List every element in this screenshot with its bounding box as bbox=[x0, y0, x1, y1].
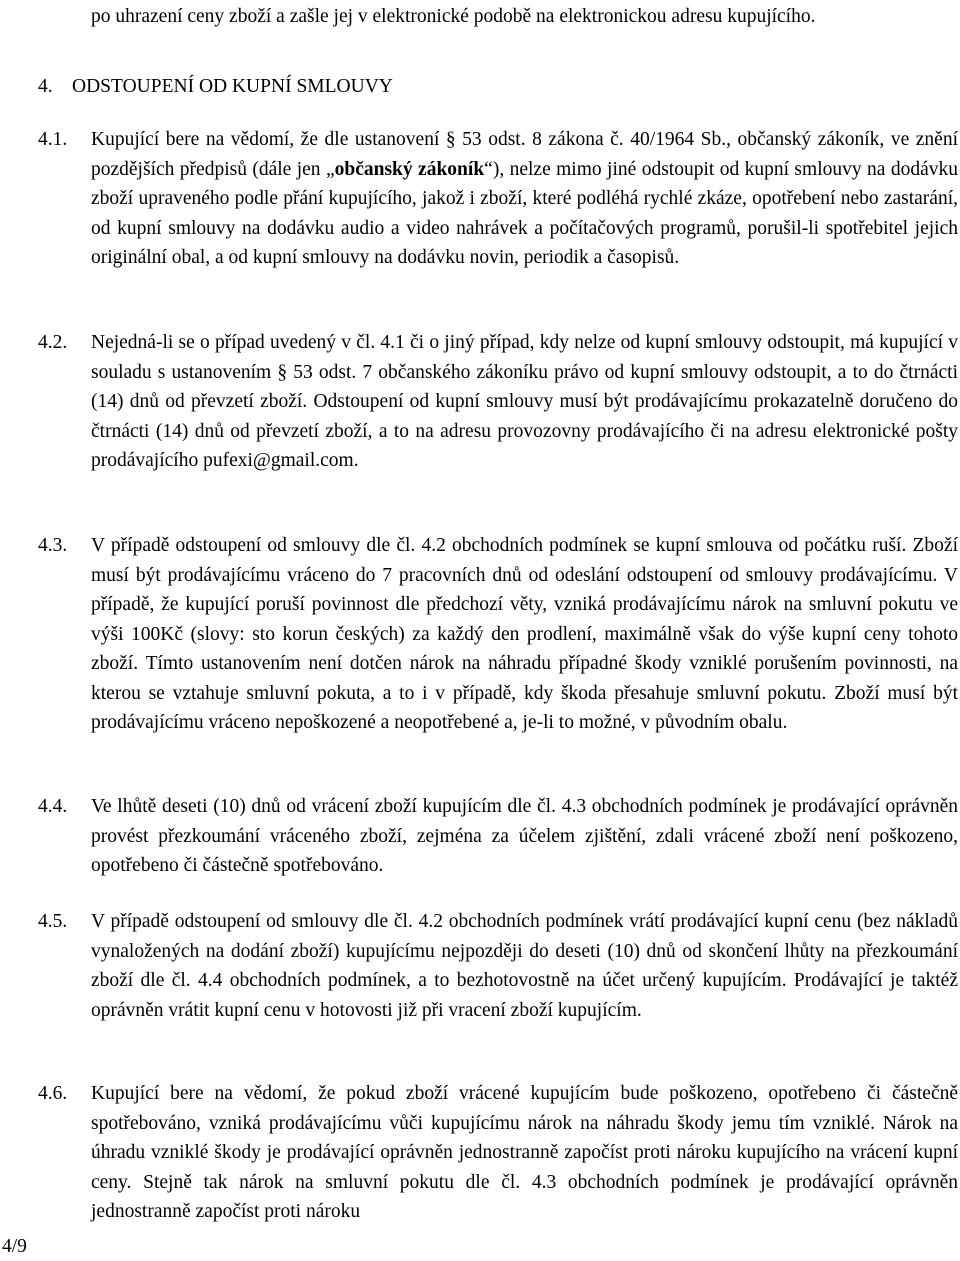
clause-4-3 bbox=[38, 531, 958, 738]
clause-number: 4.1. bbox=[38, 129, 68, 150]
clause-text-part: “), nelze mimo jiné odstoupit od kupní smlouvy na dodávku zboží upraveného podle přání kupujícího, jakož i zboží, které podléhá rychlé zkáze, opotřebení nebo zastarání, od kupní smlouvy na dodávku audio a video nahrávek a počítačových programů, porušil-li spotřebitel jejich originální obal, a od kupní smlouvy na dodávku novin, periodik a časopisů. bbox=[91, 158, 958, 268]
clause-text: V případě odstoupení od smlouvy dle čl. 4.2 obchodních podmínek se kupní smlouva od počátku ruší. Zboží musí být prodávajícímu vráceno do 7 pracovních dnů od odeslání odstoupení od smlouvy prodávajícímu. V případě, že kupující poruší povinnost dle předchozí věty, vzniká prodávajícímu nárok na smluvní pokutu ve výši 100Kč (slovy: sto korun českých) za každý den prodlení, maximálně však do výše kupní ceny tohoto zboží. Tímto ustanovením není dotčen nárok na náhradu případné škody vzniklé porušením povinnosti, na kterou se vztahuje smluvní pokuta, a to i v případě, kdy škoda přesahuje smluvní pokutu. Zboží musí být prodávajícímu vráceno nepoškozené a neopotřebené a, je-li to možné, v původním obalu. bbox=[91, 535, 958, 733]
intro-paragraph: po uhrazení ceny zboží a zašle jej v elektronické podobě na elektronickou adresu kupujícího. bbox=[91, 6, 816, 27]
clause-text: V případě odstoupení od smlouvy dle čl. 4.2 obchodních podmínek vrátí prodávající kupní cenu (bez nákladů vynaložených na dodání zboží) kupujícímu nejpozději do deseti (10) dnů od skončení lhůty na přezkoumání zboží dle čl. 4.4 obchodních podmínek, a to bezhotovostně na účet určený kupujícím. Prodávající je taktéž oprávněn vrátit kupní cenu v hotovosti již při vracení zboží kupujícím. bbox=[91, 911, 958, 1021]
clause-number: 4.5. bbox=[38, 911, 68, 932]
page-number: 4/9 bbox=[2, 1236, 27, 1257]
clause-text: Ve lhůtě deseti (10) dnů od vrácení zboží kupujícím dle čl. 4.3 obchodních podmínek je prodávající oprávněn provést přezkoumání vráceného zboží, zejména za účelem zjištění, zdali vrácené zboží není poškozeno, opotřebeno či částečně spotřebováno. bbox=[91, 796, 958, 876]
clause-number: 4.2. bbox=[38, 332, 68, 353]
clause-4-5 bbox=[38, 907, 958, 1025]
clause-number: 4.4. bbox=[38, 796, 68, 817]
clause-number: 4.3. bbox=[38, 535, 68, 556]
clause-4-6 bbox=[38, 1079, 958, 1227]
clause-4-2 bbox=[38, 328, 958, 476]
section-heading bbox=[38, 72, 393, 102]
clause-text: Nejedná-li se o případ uvedený v čl. 4.1 či o jiný případ, kdy nelze od kupní smlouvy odstoupit, má kupující v souladu s ustanovením § 53 odst. 7 občanského zákoníku právo od kupní smlouvy odstoupit, a to do čtrnácti (14) dnů od převzetí zboží. Odstoupení od kupní smlouvy musí být prodávajícímu prokazatelně doručeno do čtrnácti (14) dnů od převzetí zboží, a to na adresu provozovny prodávajícího či na adresu elektronické pošty prodávajícího pufexi@gmail.com. bbox=[91, 332, 958, 471]
defined-term: občanský zákoník bbox=[334, 158, 485, 180]
clause-4-1 bbox=[38, 125, 958, 273]
section-number: 4. bbox=[38, 76, 53, 97]
clause-4-4 bbox=[38, 792, 958, 881]
clause-text-part: Kupující bere na vědomí, že dle ustanovení § 53 odst. 8 zákona č. 40/1964 Sb., občanský zákoník, ve znění pozdějších předpisů (dále jen „ bbox=[91, 129, 958, 180]
section-title: ODSTOUPENÍ OD KUPNÍ SMLOUVY bbox=[72, 76, 393, 97]
clause-text bbox=[91, 125, 958, 273]
clause-text: Kupující bere na vědomí, že pokud zboží vrácené kupujícím bude poškozeno, opotřebeno či částečně spotřebováno, vzniká prodávajícímu vůči kupujícímu nárok na náhradu škody jemu tím vzniklé. Nárok na úhradu vzniklé škody je prodávající oprávněn jednostranně započíst proti nároku kupujícího na vrácení kupní ceny. Stejně tak nárok na smluvní pokutu dle čl. 4.3 obchodních podmínek je prodávající oprávněn jednostranně započíst proti nároku bbox=[91, 1083, 958, 1222]
clause-number: 4.6. bbox=[38, 1083, 68, 1104]
